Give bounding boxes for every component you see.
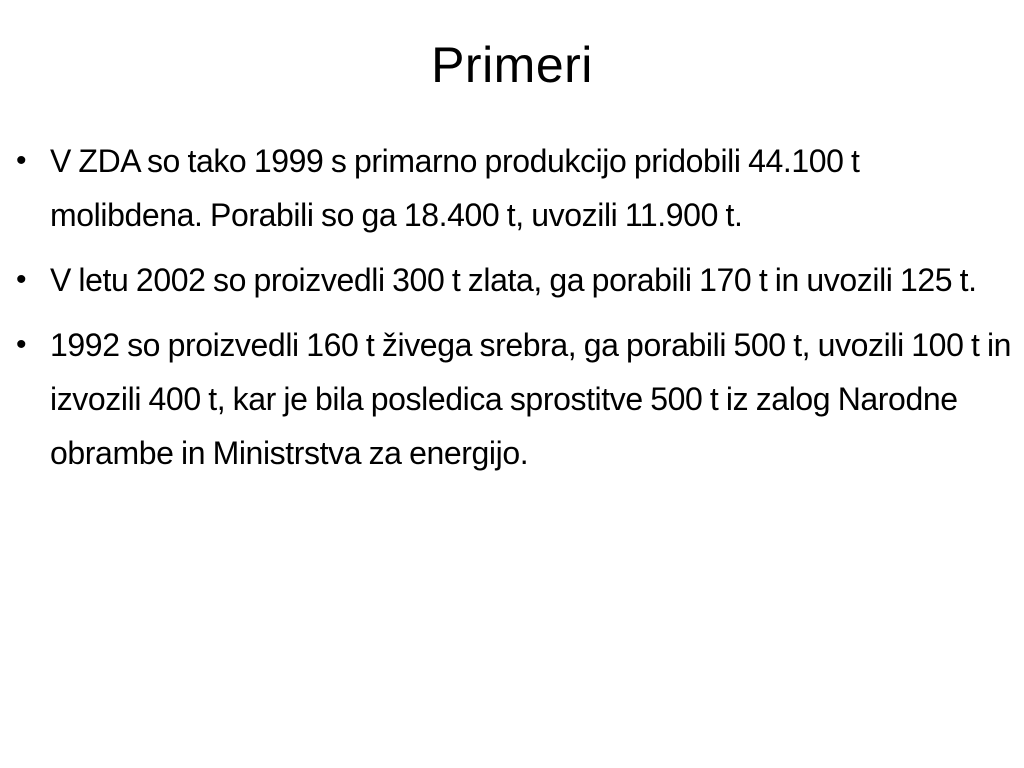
bullet-list [16,134,1016,491]
bullet-text: 1992 so proizvedli 160 t živega srebra, ga porabili 500 t, uvozili 100 t in izvozili 400 t, kar je bila posledica sprostitve 500 t iz zalog Narodne obrambe in Ministrstva za energijo. [50,327,1012,471]
bullet-icon: • [16,144,27,177]
bullet-text: V ZDA so tako 1999 s primarno produkcijo pridobili 44.100 t molibdena. Porabili so ga 18.400 t, uvozili 11.900 t. [50,143,860,233]
bullet-item-zivo-srebro [16,318,1016,480]
bullet-icon: • [16,328,27,361]
bullet-item-zlato [16,253,1016,307]
bullet-text: V letu 2002 so proizvedli 300 t zlata, ga porabili 170 t in uvozili 125 t. [50,262,977,298]
slide-title: Primeri [431,37,593,93]
bullet-item-molibden [16,134,1016,242]
bullet-icon: • [16,263,27,296]
